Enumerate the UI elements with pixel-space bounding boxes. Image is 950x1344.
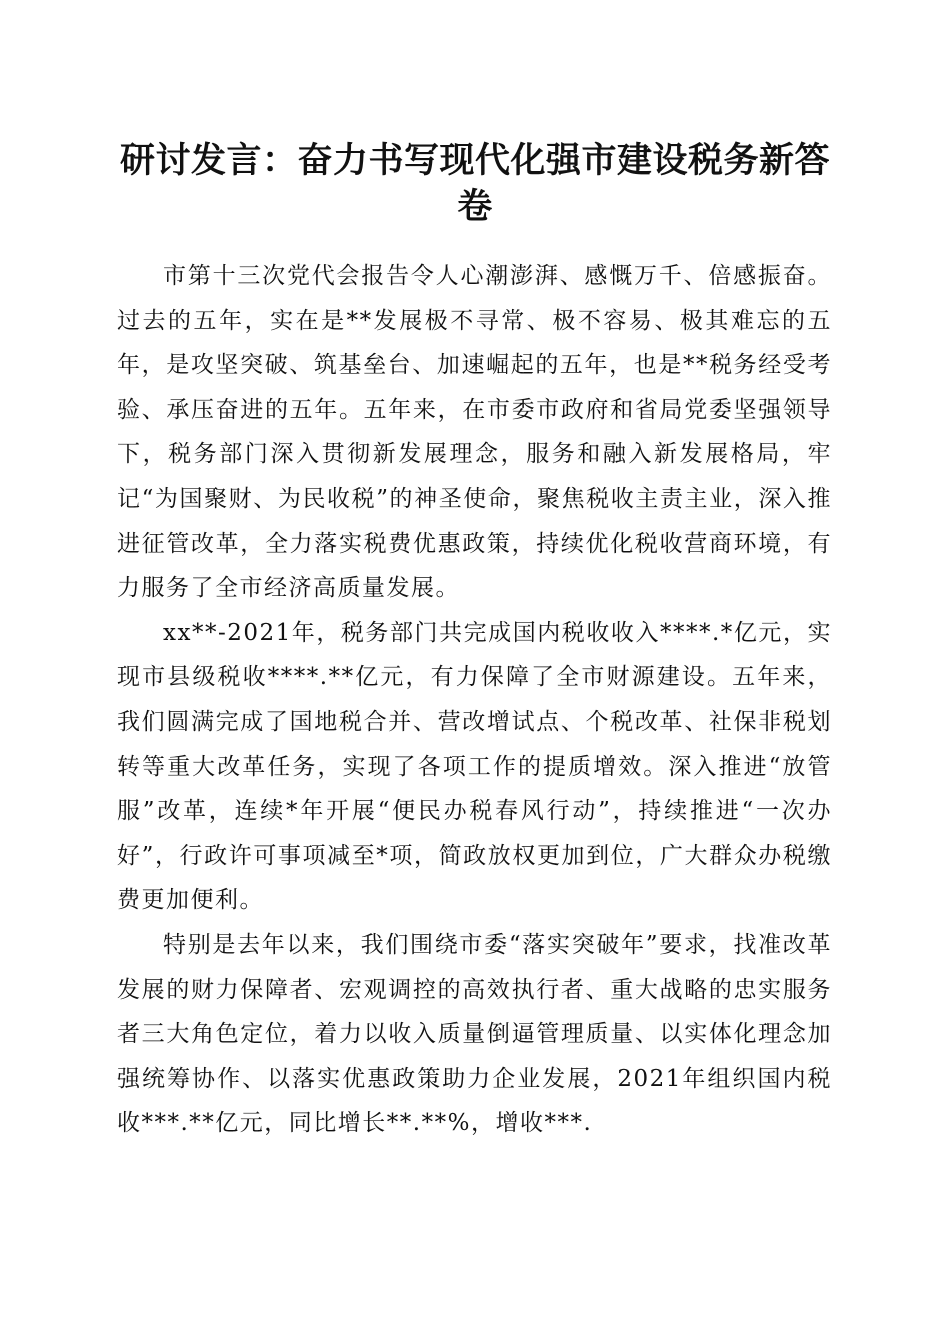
paragraph-3: 特别是去年以来，我们围绕市委“落实突破年”要求，找准改革发展的财力保障者、宏观调控的高效执行者、重大战略的忠实服务者三大角色定位，着力以收入质量倒逼管理质量、以实体化理念加强统筹协作、以落实优惠政策助力企业发展，2021年组织国内税收***.**亿元，同比增长**.**%，增收***. (117, 931, 832, 1137)
paragraph-1: 市第十三次党代会报告令人心潮澎湃、感慨万千、倍感振奋。过去的五年，实在是**发展极不寻常、极不容易、极其难忘的五年，是攻坚突破、筑基垒台、加速崛起的五年，也是**税务经受考验、承压奋进的五年。五年来，在市委市政府和省局党委坚强领导下，税务部门深入贯彻新发展理念，服务和融入新发展格局，牢记“为国聚财、为民收税”的神圣使命，聚焦税收主责主业，深入推进征管改革，全力落实税费优惠政策，持续优化税收营商环境，有力服务了全市经济高质量发展。 (117, 263, 832, 602)
document-body (117, 254, 832, 1146)
document-title: 研讨发言：奋力书写现代化强市建设税务新答卷 (119, 140, 830, 227)
paragraph-2: xx**-2021年，税务部门共完成国内税收收入****.*亿元，实现市县级税收****.**亿元，有力保障了全市财源建设。五年来，我们圆满完成了国地税合并、营改增试点、个税改革、社保非税划转等重大改革任务，实现了各项工作的提质增效。深入推进“放管服”改革，连续*年开展“便民办税春风行动”，持续推进“一次办好”，行政许可事项减至*项，简政放权更加到位，广大群众办税缴费更加便利。 (117, 619, 832, 914)
